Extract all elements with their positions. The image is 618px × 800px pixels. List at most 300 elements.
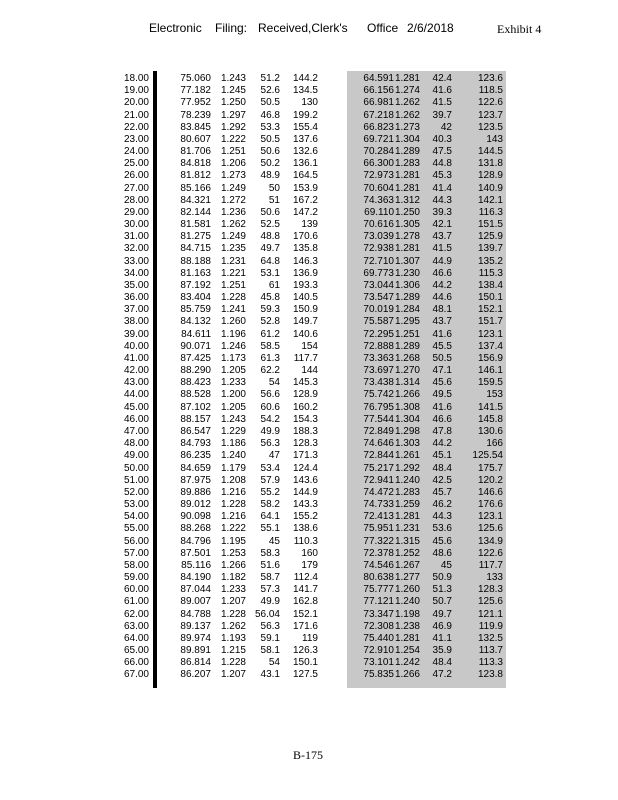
table-cell: 53.6 bbox=[432, 523, 452, 535]
table-cell: 1.266 bbox=[220, 559, 246, 571]
table-cell: 72.849 bbox=[363, 425, 394, 437]
table-cell: 1.251 bbox=[220, 279, 246, 291]
table-cell: 89.007 bbox=[180, 596, 211, 608]
table-cell: 1.205 bbox=[220, 365, 246, 377]
table-cell: 46.9 bbox=[432, 620, 452, 632]
table-cell: 39.3 bbox=[432, 206, 452, 218]
table-cell: 1.230 bbox=[394, 267, 420, 279]
table-cell: 88.268 bbox=[180, 523, 211, 535]
table-cell: 56.3 bbox=[260, 438, 280, 450]
table-cell: 1.250 bbox=[394, 206, 420, 218]
table-cell: 1.253 bbox=[220, 547, 246, 559]
table-cell: 154 bbox=[301, 340, 318, 352]
table-cell: 74.733 bbox=[363, 499, 394, 511]
row-index-cell: 35.00 bbox=[123, 279, 149, 291]
table-cell: 123.7 bbox=[477, 109, 503, 121]
row-index-cell: 28.00 bbox=[123, 194, 149, 206]
table-cell: 42.5 bbox=[432, 474, 452, 486]
table-cell: 1.182 bbox=[220, 572, 246, 584]
table-cell: 45.6 bbox=[432, 535, 452, 547]
table-cell: 164.5 bbox=[292, 170, 318, 182]
row-index-cell: 45.00 bbox=[123, 401, 149, 413]
row-index-cell: 54.00 bbox=[123, 511, 149, 523]
table-cell: 75.777 bbox=[363, 584, 394, 596]
row-index-cell: 34.00 bbox=[123, 267, 149, 279]
table-cell: 90.098 bbox=[180, 511, 211, 523]
table-cell: 45 bbox=[440, 559, 452, 571]
table-cell: 45.6 bbox=[432, 377, 452, 389]
table-cell: 48.1 bbox=[432, 304, 452, 316]
table-cell: 53.4 bbox=[260, 462, 280, 474]
table-cell: 1.298 bbox=[394, 425, 420, 437]
table-cell: 1.292 bbox=[220, 121, 246, 133]
table-cell: 1.283 bbox=[394, 486, 420, 498]
table-cell: 145.8 bbox=[477, 413, 503, 425]
table-cell: 77.182 bbox=[180, 85, 211, 97]
table-cell: 67.218 bbox=[363, 109, 394, 121]
table-cell: 49.7 bbox=[260, 243, 280, 255]
table-cell: 73.697 bbox=[363, 365, 394, 377]
table-cell: 75.835 bbox=[363, 669, 394, 681]
table-cell: 1.281 bbox=[394, 182, 420, 194]
exhibit-label: Exhibit 4 bbox=[497, 22, 542, 36]
table-cell: 1.281 bbox=[394, 170, 420, 182]
table-cell: 48.9 bbox=[260, 170, 280, 182]
table-cell: 35.9 bbox=[432, 645, 452, 657]
table-cell: 58.7 bbox=[260, 572, 280, 584]
table-cell: 53.1 bbox=[260, 267, 280, 279]
table-cell: 135.8 bbox=[292, 243, 318, 255]
row-index-cell: 23.00 bbox=[123, 133, 149, 145]
table-cell: 54 bbox=[268, 657, 280, 669]
table-cell: 41.5 bbox=[432, 243, 452, 255]
row-index-cell: 38.00 bbox=[123, 316, 149, 328]
table-cell: 1.273 bbox=[394, 121, 420, 133]
row-index-cell: 19.00 bbox=[123, 85, 149, 97]
table-cell: 41.1 bbox=[432, 632, 452, 644]
table-cell: 1.289 bbox=[394, 292, 420, 304]
row-index-cell: 52.00 bbox=[123, 486, 149, 498]
table-cell: 1.251 bbox=[394, 328, 420, 340]
table-cell: 144.2 bbox=[292, 73, 318, 84]
table-cell: 1.208 bbox=[220, 474, 246, 486]
table-cell: 48.8 bbox=[260, 231, 280, 243]
table-cell: 45.1 bbox=[432, 450, 452, 462]
table-cell: 52.8 bbox=[260, 316, 280, 328]
table-cell: 73.438 bbox=[363, 377, 394, 389]
table-cell: 128.9 bbox=[292, 389, 318, 401]
table-cell: 1.260 bbox=[394, 584, 420, 596]
row-index-cell: 67.00 bbox=[123, 669, 149, 681]
table-cell: 51.2 bbox=[260, 73, 280, 84]
table-cell: 117.7 bbox=[293, 352, 318, 364]
table-cell: 123.1 bbox=[477, 328, 503, 340]
table-cell: 141.7 bbox=[292, 584, 318, 596]
table-cell: 50.6 bbox=[260, 206, 280, 218]
table-cell: 44.2 bbox=[432, 438, 452, 450]
table-cell: 80.607 bbox=[180, 133, 211, 145]
table-cell: 193.3 bbox=[292, 279, 318, 291]
page-number: B-175 bbox=[293, 748, 323, 762]
table-cell: 144.5 bbox=[477, 146, 503, 158]
table-cell: 81.275 bbox=[180, 231, 211, 243]
row-index-cell: 55.00 bbox=[123, 523, 149, 535]
table-cell: 72.973 bbox=[363, 170, 394, 182]
table-cell: 128.3 bbox=[292, 438, 318, 450]
table-cell: 51.3 bbox=[432, 584, 452, 596]
row-index-cell: 42.00 bbox=[123, 365, 149, 377]
table-cell: 1.196 bbox=[220, 328, 246, 340]
table-cell: 1.262 bbox=[394, 97, 420, 109]
header-word-filing: Filing: bbox=[215, 21, 248, 35]
table-cell: 61.2 bbox=[260, 328, 280, 340]
row-index-cell: 36.00 bbox=[123, 292, 149, 304]
table-cell: 1.243 bbox=[220, 413, 246, 425]
table-cell: 86.207 bbox=[180, 669, 211, 681]
table-cell: 50.5 bbox=[260, 97, 280, 109]
table-cell: 1.284 bbox=[394, 304, 420, 316]
table-cell: 88.188 bbox=[180, 255, 211, 267]
table-cell: 84.132 bbox=[180, 316, 211, 328]
table-cell: 152.1 bbox=[292, 608, 318, 620]
row-index-cell: 65.00 bbox=[123, 645, 149, 657]
table-cell: 77.121 bbox=[363, 596, 394, 608]
header-word-electronic: Electronic bbox=[149, 21, 202, 35]
row-index-cell: 44.00 bbox=[123, 389, 149, 401]
table-cell: 44.3 bbox=[432, 511, 452, 523]
table-cell: 136.9 bbox=[292, 267, 318, 279]
row-index-cell: 46.00 bbox=[123, 413, 149, 425]
table-cell: 128.3 bbox=[477, 584, 503, 596]
table-cell: 1.268 bbox=[394, 352, 420, 364]
table-cell: 116.3 bbox=[478, 206, 503, 218]
table-cell: 1.277 bbox=[394, 572, 420, 584]
table-cell: 50 bbox=[268, 182, 280, 194]
row-index-cell: 21.00 bbox=[123, 109, 149, 121]
table-cell: 86.814 bbox=[180, 657, 211, 669]
table-cell: 64.8 bbox=[260, 255, 280, 267]
row-index-cell: 63.00 bbox=[123, 620, 149, 632]
table-cell: 45.3 bbox=[432, 170, 452, 182]
table-cell: 81.812 bbox=[180, 170, 211, 182]
table-cell: 121.1 bbox=[477, 608, 503, 620]
table-cell: 125.54 bbox=[472, 450, 503, 462]
table-cell: 124.4 bbox=[292, 462, 318, 474]
table-cell: 1.193 bbox=[220, 632, 246, 644]
table-cell: 45.7 bbox=[432, 486, 452, 498]
table-cell: 72.413 bbox=[363, 511, 394, 523]
table-cell: 78.239 bbox=[180, 109, 211, 121]
table-cell: 119 bbox=[302, 632, 318, 644]
table-cell: 130 bbox=[301, 97, 318, 109]
table-cell: 47 bbox=[268, 450, 280, 462]
table-cell: 140.6 bbox=[292, 328, 318, 340]
table-cell: 170.6 bbox=[292, 231, 318, 243]
table-cell: 47.1 bbox=[432, 365, 452, 377]
table-cell: 1.267 bbox=[394, 559, 420, 571]
table-cell: 144.9 bbox=[292, 486, 318, 498]
table-cell: 1.240 bbox=[220, 450, 246, 462]
row-index-cell: 58.00 bbox=[123, 559, 149, 571]
table-cell: 89.974 bbox=[180, 632, 211, 644]
table-cell: 88.423 bbox=[180, 377, 211, 389]
vertical-divider-line bbox=[153, 71, 157, 688]
table-cell: 84.715 bbox=[180, 243, 211, 255]
row-index-cell: 32.00 bbox=[123, 243, 149, 255]
table-cell: 119.9 bbox=[478, 620, 503, 632]
header-word-office: Office bbox=[367, 21, 399, 35]
table-cell: 51 bbox=[268, 194, 280, 206]
table-cell: 123.8 bbox=[477, 669, 503, 681]
table-cell: 123.5 bbox=[477, 121, 503, 133]
table-cell: 1.314 bbox=[394, 377, 420, 389]
table-cell: 115.3 bbox=[478, 267, 503, 279]
table-cell: 74.363 bbox=[363, 194, 394, 206]
table-cell: 77.544 bbox=[363, 413, 394, 425]
table-cell: 66.823 bbox=[363, 121, 394, 133]
table-cell: 1.262 bbox=[220, 620, 246, 632]
table-cell: 113.7 bbox=[478, 645, 503, 657]
table-cell: 60.6 bbox=[260, 401, 280, 413]
row-index-cell: 22.00 bbox=[123, 121, 149, 133]
table-cell: 83.845 bbox=[180, 121, 211, 133]
table-cell: 45.5 bbox=[432, 340, 452, 352]
table-cell: 137.4 bbox=[477, 340, 503, 352]
table-cell: 1.281 bbox=[394, 243, 420, 255]
table-cell: 84.659 bbox=[180, 462, 211, 474]
table-cell: 1.297 bbox=[220, 109, 246, 121]
table-cell: 120.2 bbox=[477, 474, 503, 486]
table-cell: 188.3 bbox=[292, 425, 318, 437]
table-cell: 87.501 bbox=[180, 547, 211, 559]
table-cell: 128.9 bbox=[477, 170, 503, 182]
row-index-cell: 49.00 bbox=[123, 450, 149, 462]
table-cell: 84.818 bbox=[180, 158, 211, 170]
table-cell: 112.4 bbox=[293, 572, 318, 584]
table-cell: 56.04 bbox=[254, 608, 280, 620]
table-cell: 134.5 bbox=[292, 85, 318, 97]
row-index-cell: 51.00 bbox=[123, 474, 149, 486]
table-cell: 41.6 bbox=[432, 328, 452, 340]
table-cell: 55.1 bbox=[260, 523, 280, 535]
table-cell: 145.3 bbox=[292, 377, 318, 389]
table-cell: 57.9 bbox=[260, 474, 280, 486]
table-cell: 86.547 bbox=[180, 425, 211, 437]
table-cell: 140.5 bbox=[292, 292, 318, 304]
table-cell: 48.6 bbox=[432, 547, 452, 559]
table-cell: 44.3 bbox=[432, 194, 452, 206]
table-cell: 48.4 bbox=[432, 462, 452, 474]
table-cell: 46.8 bbox=[260, 109, 280, 121]
table-cell: 42.4 bbox=[432, 73, 452, 84]
table-cell: 1.241 bbox=[220, 304, 246, 316]
table-cell: 1.303 bbox=[394, 438, 420, 450]
table-cell: 42 bbox=[440, 121, 452, 133]
table-cell: 1.292 bbox=[394, 462, 420, 474]
table-cell: 76.795 bbox=[363, 401, 394, 413]
table-cell: 143.6 bbox=[292, 474, 318, 486]
table-cell: 75.217 bbox=[363, 462, 394, 474]
table-cell: 1.281 bbox=[394, 511, 420, 523]
table-cell: 146.1 bbox=[477, 365, 503, 377]
table-cell: 49.9 bbox=[260, 596, 280, 608]
table-cell: 138.6 bbox=[292, 523, 318, 535]
row-index-cell: 62.00 bbox=[123, 608, 149, 620]
table-cell: 84.793 bbox=[180, 438, 211, 450]
table-cell: 59.3 bbox=[260, 304, 280, 316]
table-cell: 1.307 bbox=[394, 255, 420, 267]
table-cell: 138.4 bbox=[477, 279, 503, 291]
table-cell: 1.205 bbox=[220, 401, 246, 413]
table-cell: 132.5 bbox=[477, 632, 503, 644]
table-cell: 46.6 bbox=[432, 267, 452, 279]
table-cell: 1.233 bbox=[220, 377, 246, 389]
table-cell: 41.6 bbox=[432, 401, 452, 413]
table-cell: 58.5 bbox=[260, 340, 280, 352]
table-cell: 125.9 bbox=[477, 231, 503, 243]
table-cell: 147.2 bbox=[292, 206, 318, 218]
table-cell: 1.289 bbox=[394, 340, 420, 352]
table-cell: 1.306 bbox=[394, 279, 420, 291]
table-cell: 87.975 bbox=[180, 474, 211, 486]
table-cell: 80.638 bbox=[363, 572, 394, 584]
table-cell: 1.305 bbox=[394, 219, 420, 231]
row-index-cell: 66.00 bbox=[123, 657, 149, 669]
table-cell: 160.2 bbox=[292, 401, 318, 413]
table-cell: 44.9 bbox=[432, 255, 452, 267]
table-cell: 64.1 bbox=[260, 511, 280, 523]
table-cell: 132.6 bbox=[292, 146, 318, 158]
table-cell: 73.347 bbox=[363, 608, 394, 620]
row-index-cell: 18.00 bbox=[123, 73, 149, 84]
table-cell: 44.2 bbox=[432, 279, 452, 291]
table-cell: 139.7 bbox=[477, 243, 503, 255]
table-cell: 1.315 bbox=[394, 535, 420, 547]
table-cell: 1.283 bbox=[394, 158, 420, 170]
row-index-cell: 41.00 bbox=[123, 352, 149, 364]
table-cell: 123.1 bbox=[477, 511, 503, 523]
table-cell: 45 bbox=[268, 535, 280, 547]
row-index-cell: 40.00 bbox=[123, 340, 149, 352]
table-cell: 1.221 bbox=[220, 267, 246, 279]
table-cell: 125.6 bbox=[477, 596, 503, 608]
table-cell: 44.6 bbox=[432, 292, 452, 304]
table-cell: 123.6 bbox=[477, 73, 503, 84]
table-cell: 41.5 bbox=[432, 97, 452, 109]
table-cell: 1.215 bbox=[220, 645, 246, 657]
table-cell: 151.7 bbox=[477, 316, 503, 328]
table-cell: 144 bbox=[301, 365, 318, 377]
table-cell: 64.591 bbox=[363, 73, 394, 84]
row-index-cell: 47.00 bbox=[123, 425, 149, 437]
table-cell: 69.721 bbox=[363, 133, 394, 145]
table-cell: 1.231 bbox=[394, 523, 420, 535]
table-cell: 73.547 bbox=[363, 292, 394, 304]
table-cell: 75.742 bbox=[363, 389, 394, 401]
table-cell: 150.9 bbox=[292, 304, 318, 316]
table-cell: 86.235 bbox=[180, 450, 211, 462]
table-cell: 153 bbox=[486, 389, 503, 401]
table-cell: 1.240 bbox=[394, 596, 420, 608]
table-cell: 1.238 bbox=[394, 620, 420, 632]
table-cell: 81.163 bbox=[180, 267, 211, 279]
table-cell: 66.156 bbox=[363, 85, 394, 97]
table-cell: 72.378 bbox=[363, 547, 394, 559]
row-index-cell: 25.00 bbox=[123, 158, 149, 170]
table-cell: 88.528 bbox=[180, 389, 211, 401]
table-cell: 72.888 bbox=[363, 340, 394, 352]
table-cell: 70.019 bbox=[363, 304, 394, 316]
table-cell: 1.195 bbox=[220, 535, 246, 547]
table-cell: 1.304 bbox=[394, 413, 420, 425]
table-cell: 142.1 bbox=[477, 194, 503, 206]
table-cell: 52.6 bbox=[260, 85, 280, 97]
table-cell: 56.6 bbox=[260, 389, 280, 401]
table-cell: 1.270 bbox=[394, 365, 420, 377]
table-cell: 153.9 bbox=[292, 182, 318, 194]
table-cell: 52.5 bbox=[260, 219, 280, 231]
row-index-cell: 60.00 bbox=[123, 584, 149, 596]
table-cell: 75.060 bbox=[180, 73, 211, 84]
table-cell: 135.2 bbox=[477, 255, 503, 267]
table-cell: 72.308 bbox=[363, 620, 394, 632]
table-cell: 47.5 bbox=[432, 146, 452, 158]
table-cell: 1.200 bbox=[220, 389, 246, 401]
table-cell: 40.3 bbox=[432, 133, 452, 145]
table-cell: 56.3 bbox=[260, 620, 280, 632]
row-index-cell: 57.00 bbox=[123, 547, 149, 559]
table-cell: 70.616 bbox=[363, 219, 394, 231]
table-cell: 176.6 bbox=[477, 499, 503, 511]
table-cell: 66.981 bbox=[363, 97, 394, 109]
table-cell: 87.102 bbox=[180, 401, 211, 413]
table-cell: 61 bbox=[268, 279, 280, 291]
header-word-received: Received,Clerk's bbox=[258, 21, 348, 35]
table-cell: 54.2 bbox=[260, 413, 280, 425]
table-cell: 141.5 bbox=[477, 401, 503, 413]
table-cell: 1.179 bbox=[220, 462, 246, 474]
table-cell: 1.289 bbox=[394, 146, 420, 158]
table-cell: 1.250 bbox=[220, 97, 246, 109]
table-cell: 1.249 bbox=[220, 231, 246, 243]
table-cell: 136.1 bbox=[292, 158, 318, 170]
table-cell: 1.216 bbox=[220, 511, 246, 523]
table-cell: 74.546 bbox=[363, 559, 394, 571]
table-cell: 146.3 bbox=[292, 255, 318, 267]
table-cell: 58.1 bbox=[260, 645, 280, 657]
table-cell: 70.284 bbox=[363, 146, 394, 158]
table-cell: 41.4 bbox=[432, 182, 452, 194]
row-index-cell: 33.00 bbox=[123, 255, 149, 267]
table-cell: 1.228 bbox=[220, 499, 246, 511]
row-index-cell: 48.00 bbox=[123, 438, 149, 450]
table-cell: 89.886 bbox=[180, 486, 211, 498]
table-cell: 133 bbox=[486, 572, 503, 584]
table-cell: 53.3 bbox=[260, 121, 280, 133]
table-cell: 151.5 bbox=[477, 219, 503, 231]
table-cell: 171.3 bbox=[292, 450, 318, 462]
table-cell: 122.6 bbox=[477, 547, 503, 559]
table-cell: 88.290 bbox=[180, 365, 211, 377]
table-cell: 45.8 bbox=[260, 292, 280, 304]
table-cell: 1.272 bbox=[220, 194, 246, 206]
table-cell: 46.6 bbox=[432, 413, 452, 425]
table-cell: 1.243 bbox=[220, 73, 246, 84]
table-cell: 47.8 bbox=[432, 425, 452, 437]
table-cell: 84.788 bbox=[180, 608, 211, 620]
table-cell: 1.266 bbox=[394, 389, 420, 401]
row-index-cell: 61.00 bbox=[123, 596, 149, 608]
